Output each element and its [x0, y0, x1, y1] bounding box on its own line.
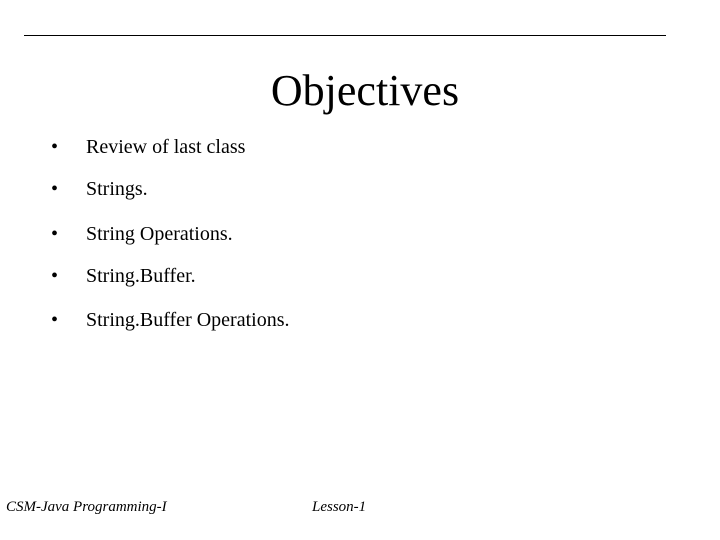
list-item — [0, 132, 600, 162]
list-item — [0, 174, 600, 204]
top-divider — [24, 35, 666, 36]
bullet-text: Strings. — [86, 178, 148, 200]
list-item — [0, 261, 600, 291]
footer-lesson-label: Lesson-1 — [312, 499, 367, 515]
bullet-text: Review of last class — [86, 136, 246, 158]
bullet-text: String.Buffer Operations. — [86, 309, 290, 331]
footer-course-name: CSM-Java Programming-I — [6, 499, 167, 515]
bullet-text: String Operations. — [86, 223, 233, 245]
bullet-icon: • — [51, 178, 59, 200]
bullet-icon: • — [51, 136, 59, 158]
bullet-text: String.Buffer. — [86, 265, 196, 287]
list-item — [0, 219, 600, 249]
bullet-icon: • — [51, 309, 59, 331]
slide-title: Objectives — [270, 66, 460, 115]
bullet-icon: • — [51, 265, 59, 287]
bullet-icon: • — [51, 223, 59, 245]
list-item — [0, 305, 600, 335]
